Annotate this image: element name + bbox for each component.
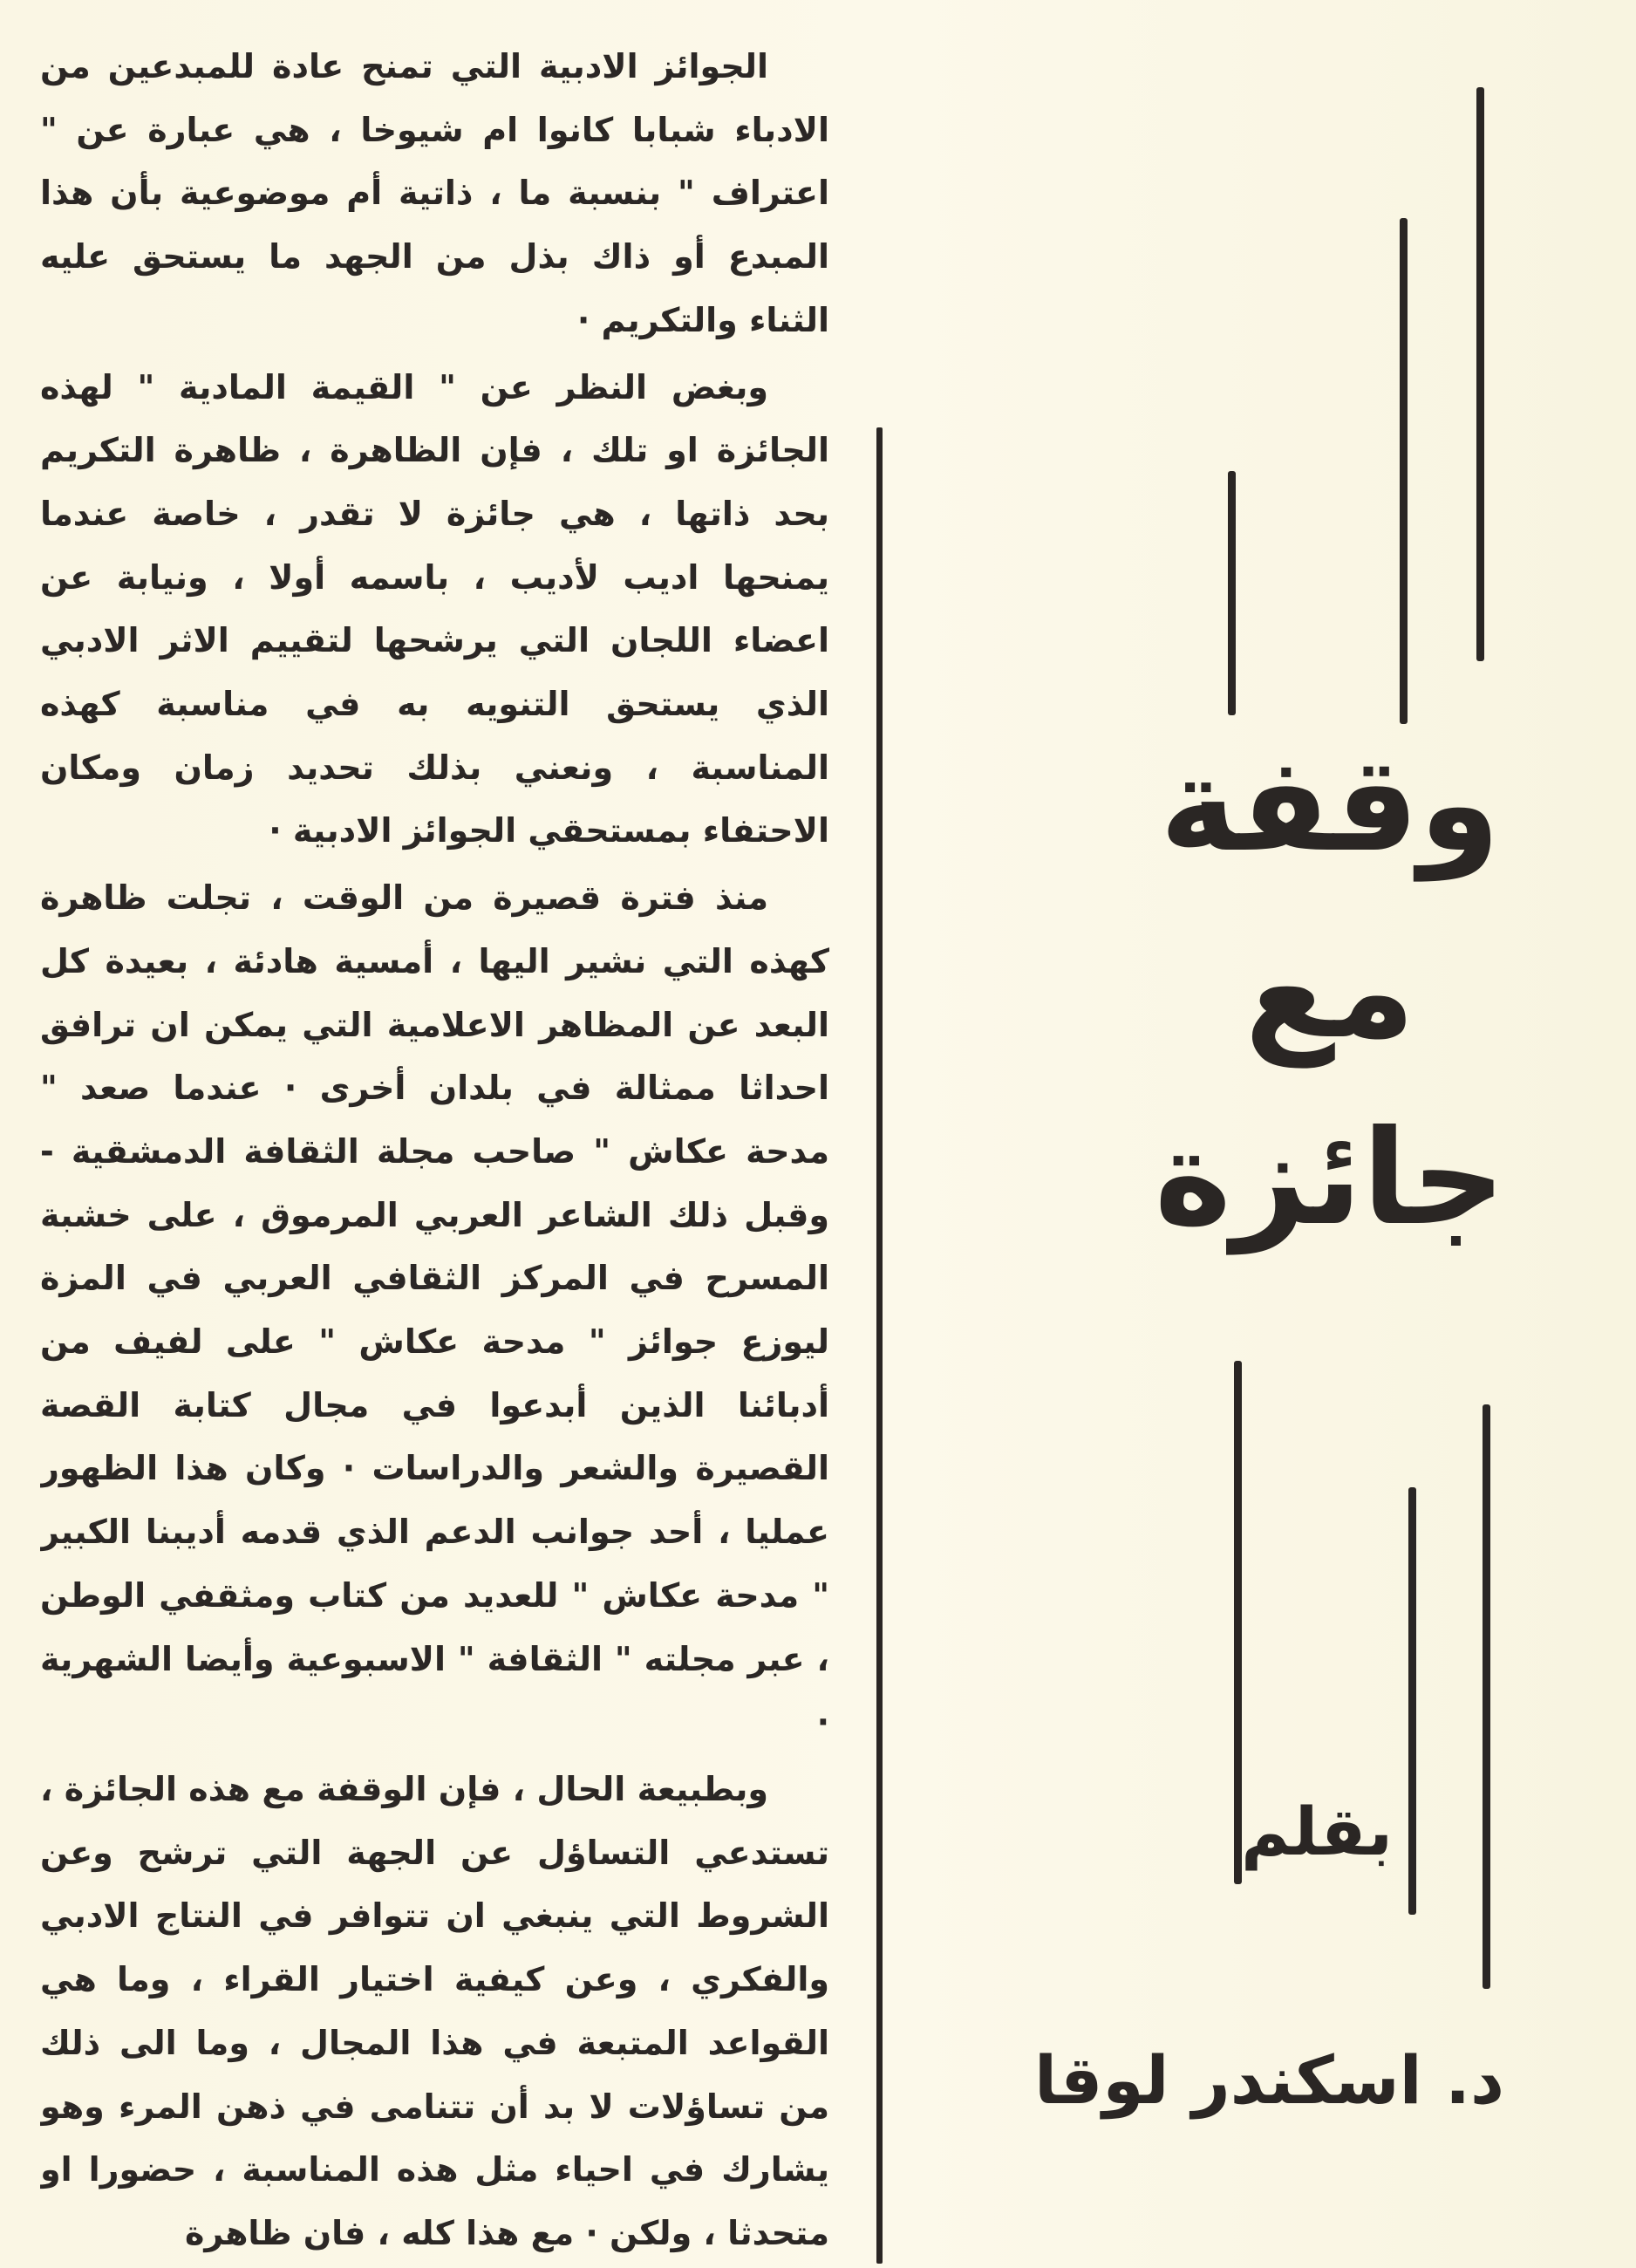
decorative-vertical-rule <box>1228 471 1236 715</box>
article-title-line-1: وقفة <box>1159 729 1501 881</box>
article-paragraph-3: منذ فترة قصيرة من الوقت ، تجلت ظاهرة كهذه التي نشير اليها ، أمسية هادئة ، بعيدة كل البعد عن المظاهر الاعلامية التي يمكن ان ترافق احداثا ممثالة في بلدان أخرى · عندما صعد " مدحة عكاش " صاحب مجلة الثقافة الدمشقية - وقبل ذلك الشاعر العربي المرموق ، على خشبة المسرح في المركز الثقافي العربي في المزة ليوزع جوائز " مدحة عكاش " على لفيف من أدبائنا الذين أبدعوا في مجال كتابة القصة القصيرة والشعر والدراسات · وكان هذا الظهور عمليا ، أحد جوانب الدعم الذي قدمه أديبنا الكبير " مدحة عكاش " للعديد من كتاب ومثقفي الوطن ، عبر مجلته " الثقافة " الاسبوعية وأيضا الشهرية · <box>40 878 829 1742</box>
article-paragraph-2: وبغض النظر عن " القيمة المادية " لهذه الجائزة او تلك ، فإن الظاهرة ، ظاهرة التكريم بحد ذاتها ، هي جائزة لا تقدر ، خاصة عندما يمنحها اديب لأديب ، باسمه أولا ، ونيابة عن اعضاء اللجان التي يرشحها لتقييم الاثر الادبي الذي يستحق التنويه به في مناسبة كهذه المناسبة ، ونعني بذلك تحديد زمان ومكان الاحتفاء بمستحقي الجوائز الادبية · <box>40 367 829 850</box>
author-name: د. اسكندر لوقا <box>1034 2041 1504 2119</box>
column-divider-rule <box>876 427 883 2264</box>
decorative-vertical-rule <box>1400 218 1408 724</box>
article-body <box>40 35 829 2259</box>
article-title-line-2: مع <box>1244 916 1415 1068</box>
article-paragraph-4: وبطبيعة الحال ، فإن الوقفة مع هذه الجائزة ، تستدعي التساؤل عن الجهة التي ترشح وعن الشروط التي ينبغي ان تتوافر في النتاج الادبي والفكري ، وعن كيفية اختيار القراء ، وما هي القواعد المتبعة في هذا المجال ، وما الى ذلك من تساؤلات لا بد أن تتنامى في ذهن المرء وهو يشارك في احياء مثل هذه المناسبة ، حضورا او متحدثا ، ولكن · مع هذا كله ، فان ظاهرة <box>40 1769 829 2252</box>
decorative-vertical-rule <box>1483 1404 1490 1989</box>
article-paragraph-1: الجوائز الادبية التي تمنح عادة للمبدعين من الادباء شبابا كانوا ام شيوخا ، هي عبارة عن " اعتراف " بنسبة ما ، ذاتية أم موضوعية بأن هذا المبدع أو ذاك بذل من الجهد ما يستحق عليه الثناء والتكريم · <box>40 47 829 339</box>
article-title-line-3: جائزة <box>1154 1103 1506 1254</box>
byline-label: بقلم <box>1241 1793 1393 1870</box>
decorative-vertical-rule <box>1476 87 1484 661</box>
